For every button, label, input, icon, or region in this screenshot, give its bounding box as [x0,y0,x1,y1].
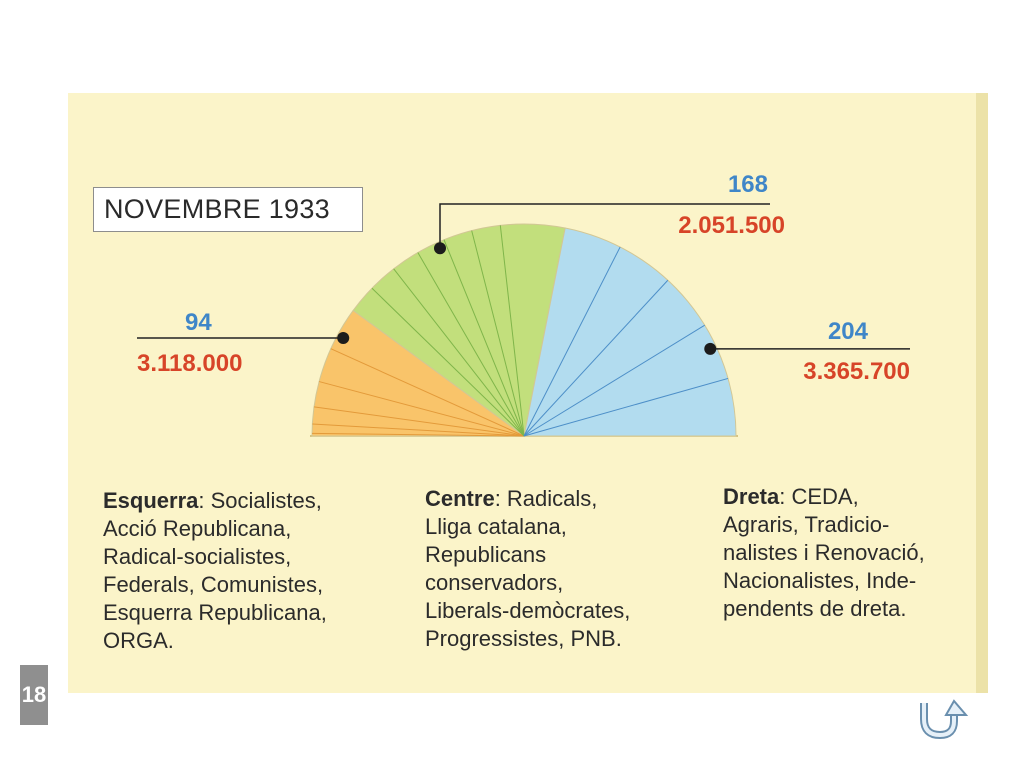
legend-dreta-line: pendents de dreta. [723,596,907,621]
legend-esquerra-line: Socialistes, [210,488,322,513]
legend-dreta-line: nalistes i Renovació, [723,540,925,565]
seats-label-dreta: 204 [827,317,868,345]
legend-centre-line: Lliga catalana, [425,514,567,539]
legend-dreta: Dreta: CEDA, Agraris, Tradicio- nalistes i Renovació, Nacionalistes, Inde- pendents de dreta. [723,484,925,621]
seats-label-centre: 168 [727,171,768,198]
chart-title: NOVEMBRE 1933 [93,187,363,232]
legend-centre-line: Radicals, [506,486,598,511]
legend-esquerra-line: Radical-socialistes, [103,544,292,569]
legend-esquerra-line: Federals, Comunistes, [103,572,324,597]
legend-dreta-name: Dreta [723,484,780,509]
legend-centre-line: conservadors, [425,570,564,595]
callout-dot-dreta [704,343,716,355]
legend-esquerra-name: Esquerra [103,488,199,513]
page-number: 18 [20,665,48,725]
legend-esquerra-line: Esquerra Republicana, [103,600,327,625]
return-button[interactable] [920,697,980,739]
legend-esquerra-line: ORGA. [103,628,174,653]
legend-centre-line: Liberals-demòcrates, [425,598,631,623]
legend-esquerra: Esquerra: Socialistes, Acció Republicana, Radical-socialistes, Federals, Comunistes, Esquerra Republicana, ORGA. [103,488,327,653]
legend-centre-name: Centre [425,486,495,511]
legend-centre-line: Republicans [425,542,547,567]
legend-centre-line: Progressistes, PNB. [425,626,622,651]
votes-label-esquerra: 3.118.000 [137,349,243,377]
legend-centre: Centre: Radicals, Lliga catalana, Republicans conservadors, Liberals-demòcrates, Progressistes, PNB. [425,486,631,651]
legend-esquerra-line: Acció Republicana, [103,516,292,541]
callout-dot-esquerra [337,332,349,344]
votes-label-dreta: 3.365.700 [803,357,910,385]
chart-slices [310,224,738,436]
legend-dreta-line: Nacionalistes, Inde- [723,568,917,593]
callout-dot-centre [434,242,446,254]
legend-dreta-line: CEDA, [791,484,859,509]
return-arrow-icon [920,697,980,739]
legend-dreta-line: Agraris, Tradicio- [723,512,890,537]
seats-label-esquerra: 94 [185,308,212,336]
votes-label-centre: 2.051.500 [678,212,785,239]
